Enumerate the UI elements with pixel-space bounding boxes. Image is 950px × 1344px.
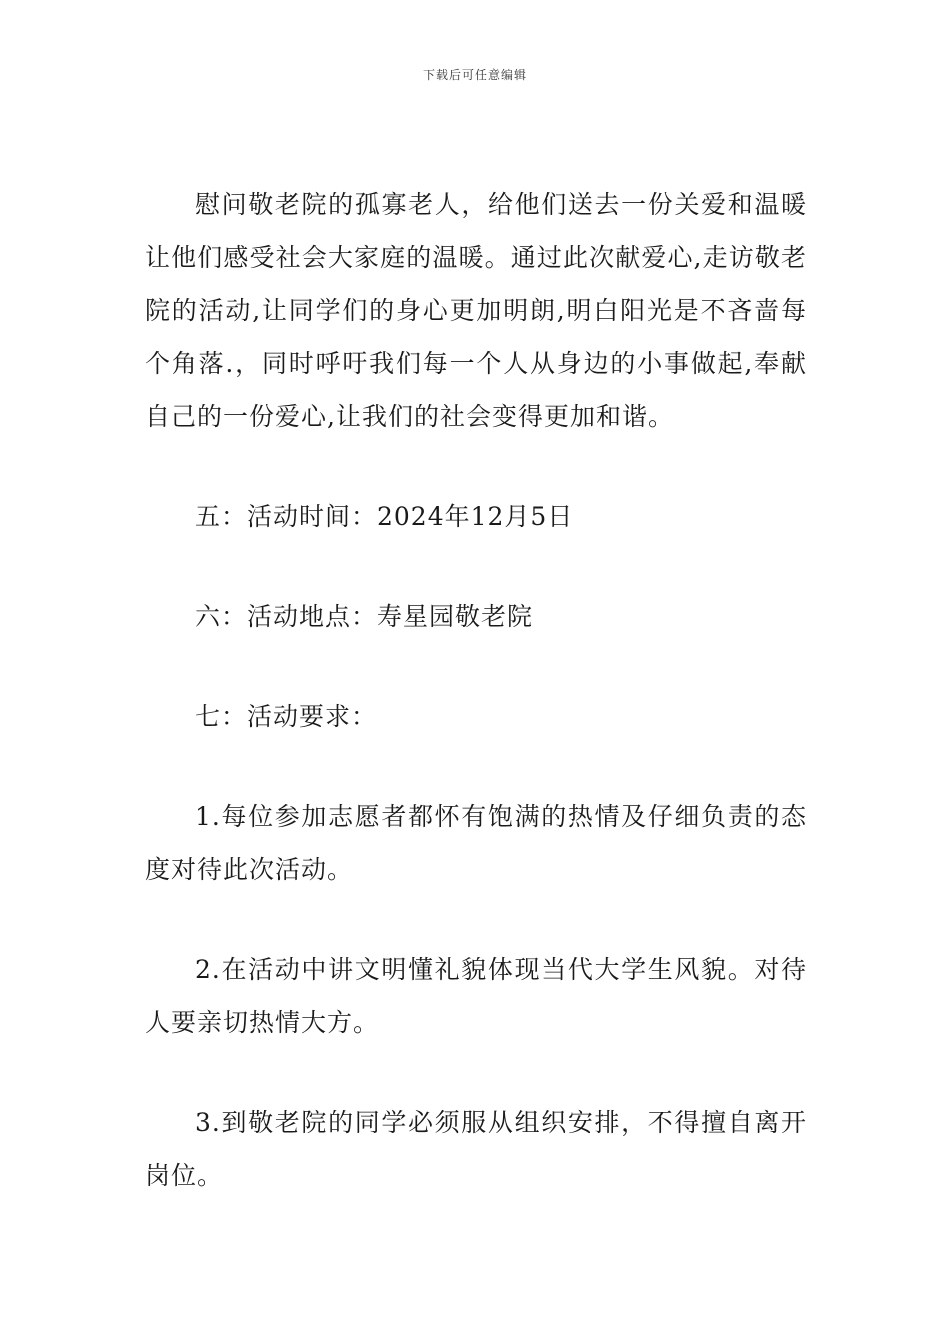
paragraph-visit-purpose: 慰问敬老院的孤寡老人，给他们送去一份关爱和温暖让他们感受社会大家庭的温暖。通过此次献爱心,走访敬老院的活动,让同学们的身心更加明朗,明白阳光是不吝啬每个角落.，同时呼吁我们每一个人从身边的小事做起,奉献自己的一份爱心,让我们的社会变得更加和谐。	[145, 190, 807, 431]
page-header-note: 下载后可任意编辑	[422, 68, 527, 82]
document-body	[145, 178, 807, 1202]
paragraph-activity-requirements-heading: 七：活动要求：	[195, 702, 378, 731]
paragraph-requirement-1: 1.每位参加志愿者都怀有饱满的热情及仔细负责的态度对待此次活动。	[145, 802, 807, 884]
paragraph-activity-time: 五：活动时间：2024年12月5日	[195, 502, 574, 531]
paragraph-activity-location: 六：活动地点：寿星园敬老院	[195, 602, 534, 631]
paragraph-requirement-2: 2.在活动中讲文明懂礼貌体现当代大学生风貌。对待人要亲切热情大方。	[145, 955, 807, 1037]
paragraph-requirement-3: 3.到敬老院的同学必须服从组织安排，不得擅自离开岗位。	[145, 1108, 807, 1190]
